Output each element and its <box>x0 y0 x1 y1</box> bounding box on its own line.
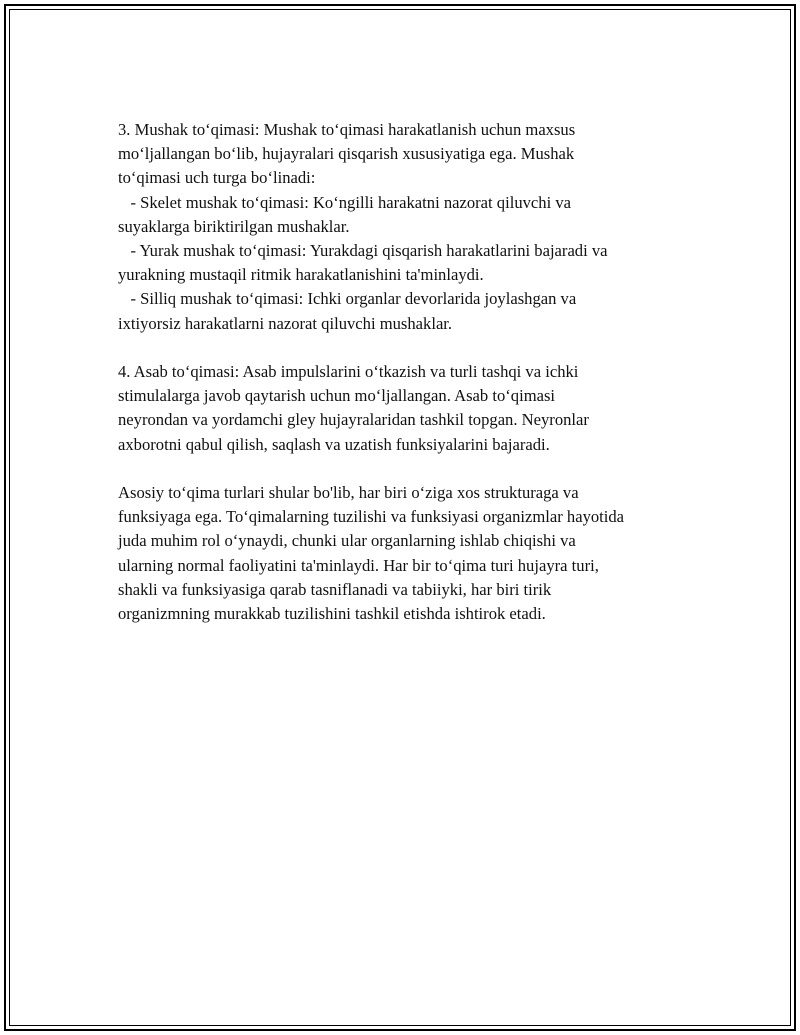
paragraph-gap <box>118 336 698 360</box>
document-body <box>118 118 698 626</box>
text-line: axborotni qabul qilish, saqlash va uzatish funksiyalarini bajaradi. <box>118 434 550 454</box>
text-line: organizmning murakkab tuzilishini tashkil etishda ishtirok etadi. <box>118 604 546 624</box>
text-line: neyrondan va yordamchi gley hujayralaridan tashkil topgan. Neyronlar <box>118 410 589 430</box>
paragraph-nerve-tissue <box>118 360 698 457</box>
paragraph-muscle-tissue <box>118 118 698 336</box>
text-line: 4. Asab to‘qimasi: Asab impulslarini o‘tkazish va turli tashqi va ichki <box>118 362 579 382</box>
text-line: suyaklarga biriktirilgan mushaklar. <box>118 216 350 236</box>
text-line: shakli va funksiyasiga qarab tasniflanadi va tabiiyki, har biri tirik <box>118 579 552 599</box>
text-line: ixtiyorsiz harakatlarni nazorat qiluvchi mushaklar. <box>118 313 453 333</box>
paragraph-summary <box>118 481 698 626</box>
text-line: juda muhim rol o‘ynaydi, chunki ular organlarning ishlab chiqishi va <box>118 531 576 551</box>
text-line: mo‘ljallangan bo‘lib, hujayralari qisqarish xususiyatiga ega. Mushak <box>118 144 575 164</box>
text-line: to‘qimasi uch turga bo‘linadi: <box>118 168 316 188</box>
text-line: yurakning mustaqil ritmik harakatlanishini ta'minlaydi. <box>118 265 484 285</box>
text-line: 3. Mushak to‘qimasi: Mushak to‘qimasi harakatlanish uchun maxsus <box>118 120 576 139</box>
text-line: Asosiy to‘qima turlari shular bo'lib, har biri o‘ziga xos strukturaga va <box>118 483 579 503</box>
list-item-line: - Yurak mushak to‘qimasi: Yurakdagi qisqarish harakatlarini bajaradi va <box>118 241 608 261</box>
text-line: stimulalarga javob qaytarish uchun mo‘ljallangan. Asab to‘qimasi <box>118 386 556 406</box>
text-line: funksiyaga ega. To‘qimalarning tuzilishi va funksiyasi organizmlar hayotida <box>118 507 625 527</box>
list-item-line: - Skelet mushak to‘qimasi: Ko‘ngilli harakatni nazorat qiluvchi va <box>118 192 571 212</box>
list-item-line: - Silliq mushak to‘qimasi: Ichki organlar devorlarida joylashgan va <box>118 289 577 309</box>
text-line: ularning normal faoliyatini ta'minlaydi. Har bir to‘qima turi hujayra turi, <box>118 555 599 575</box>
paragraph-gap <box>118 457 698 481</box>
